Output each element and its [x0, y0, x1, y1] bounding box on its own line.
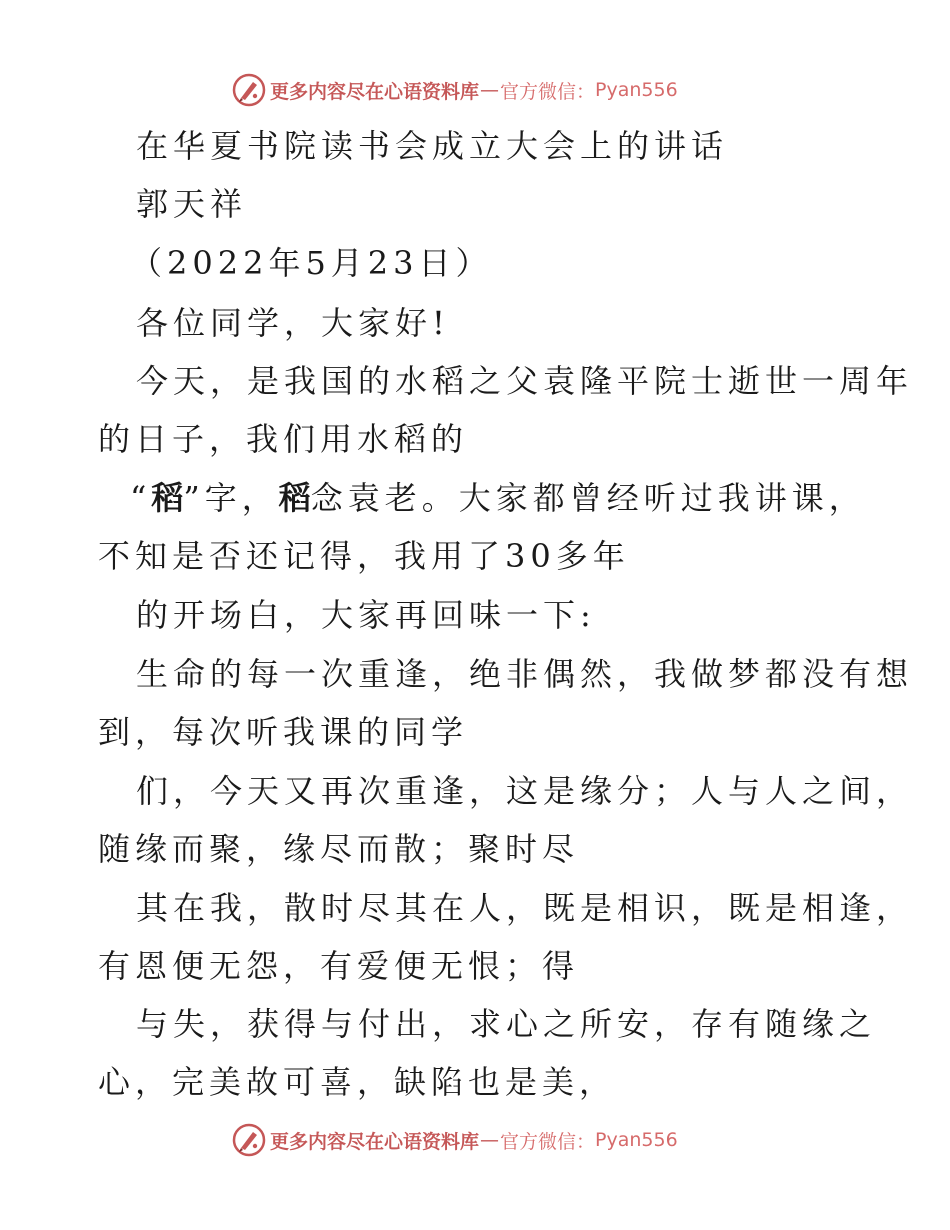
quill-pen-icon	[232, 1123, 266, 1157]
footer-watermark-banner	[232, 1122, 678, 1158]
open-quote: “	[130, 479, 152, 517]
paragraph-line: 们，今天又再次重逢，这是缘分；人与人之间，	[136, 772, 914, 810]
banner-contact-id: Pyan556	[595, 1129, 678, 1151]
paragraph-line: 随缘而聚，缘尽而散；聚时尽	[98, 830, 580, 868]
greeting-line: 各位同学，大家好!	[136, 304, 450, 342]
banner-dash: —	[480, 79, 500, 101]
banner-contact-label: 官方微信：	[500, 80, 596, 103]
paragraph-line: 的日子，我们用水稻的	[98, 420, 469, 458]
banner-text: 更多内容尽在心语资料库	[270, 1130, 480, 1153]
document-author: 郭天祥	[136, 185, 248, 223]
text-span: 念袁老。大家都曾经听过我讲课，	[310, 479, 866, 517]
document-title: 在华夏书院读书会成立大会上的讲话	[136, 127, 729, 165]
paragraph-line: 心，完美故可喜，缺陷也是美，	[98, 1063, 617, 1101]
paragraph-line: 今天，是我国的水稻之父袁隆平院士逝世一周年	[136, 362, 914, 400]
paragraph-line: 不知是否还记得，我用了30多年	[98, 537, 630, 575]
header-watermark-banner	[232, 72, 678, 108]
highlight-char: 稻	[278, 479, 311, 517]
quill-pen-icon	[232, 73, 266, 107]
paragraph-line: 生命的每一次重逢，绝非偶然，我做梦都没有想	[136, 655, 914, 693]
banner-contact-id: Pyan556	[595, 79, 678, 101]
paragraph-line	[130, 478, 866, 518]
paragraph-line: 与失，获得与付出，求心之所安，存有随缘之	[136, 1005, 877, 1043]
banner-text: 更多内容尽在心语资料库	[270, 80, 480, 103]
text-span: ”字，	[183, 479, 279, 517]
highlight-char: 稻	[151, 479, 184, 517]
paragraph-line: 到，每次听我课的同学	[98, 713, 469, 751]
paragraph-line: 其在我，散时尽其在人，既是相识，既是相逢，	[136, 889, 914, 927]
paragraph-line: 有恩便无怨，有爱便无恨；得	[98, 947, 580, 985]
paragraph-line: 的开场白，大家再回味一下:	[136, 596, 596, 634]
banner-dash: —	[480, 1129, 500, 1151]
banner-contact-label: 官方微信：	[500, 1130, 596, 1153]
document-date: （2022年5月23日）	[130, 244, 493, 282]
